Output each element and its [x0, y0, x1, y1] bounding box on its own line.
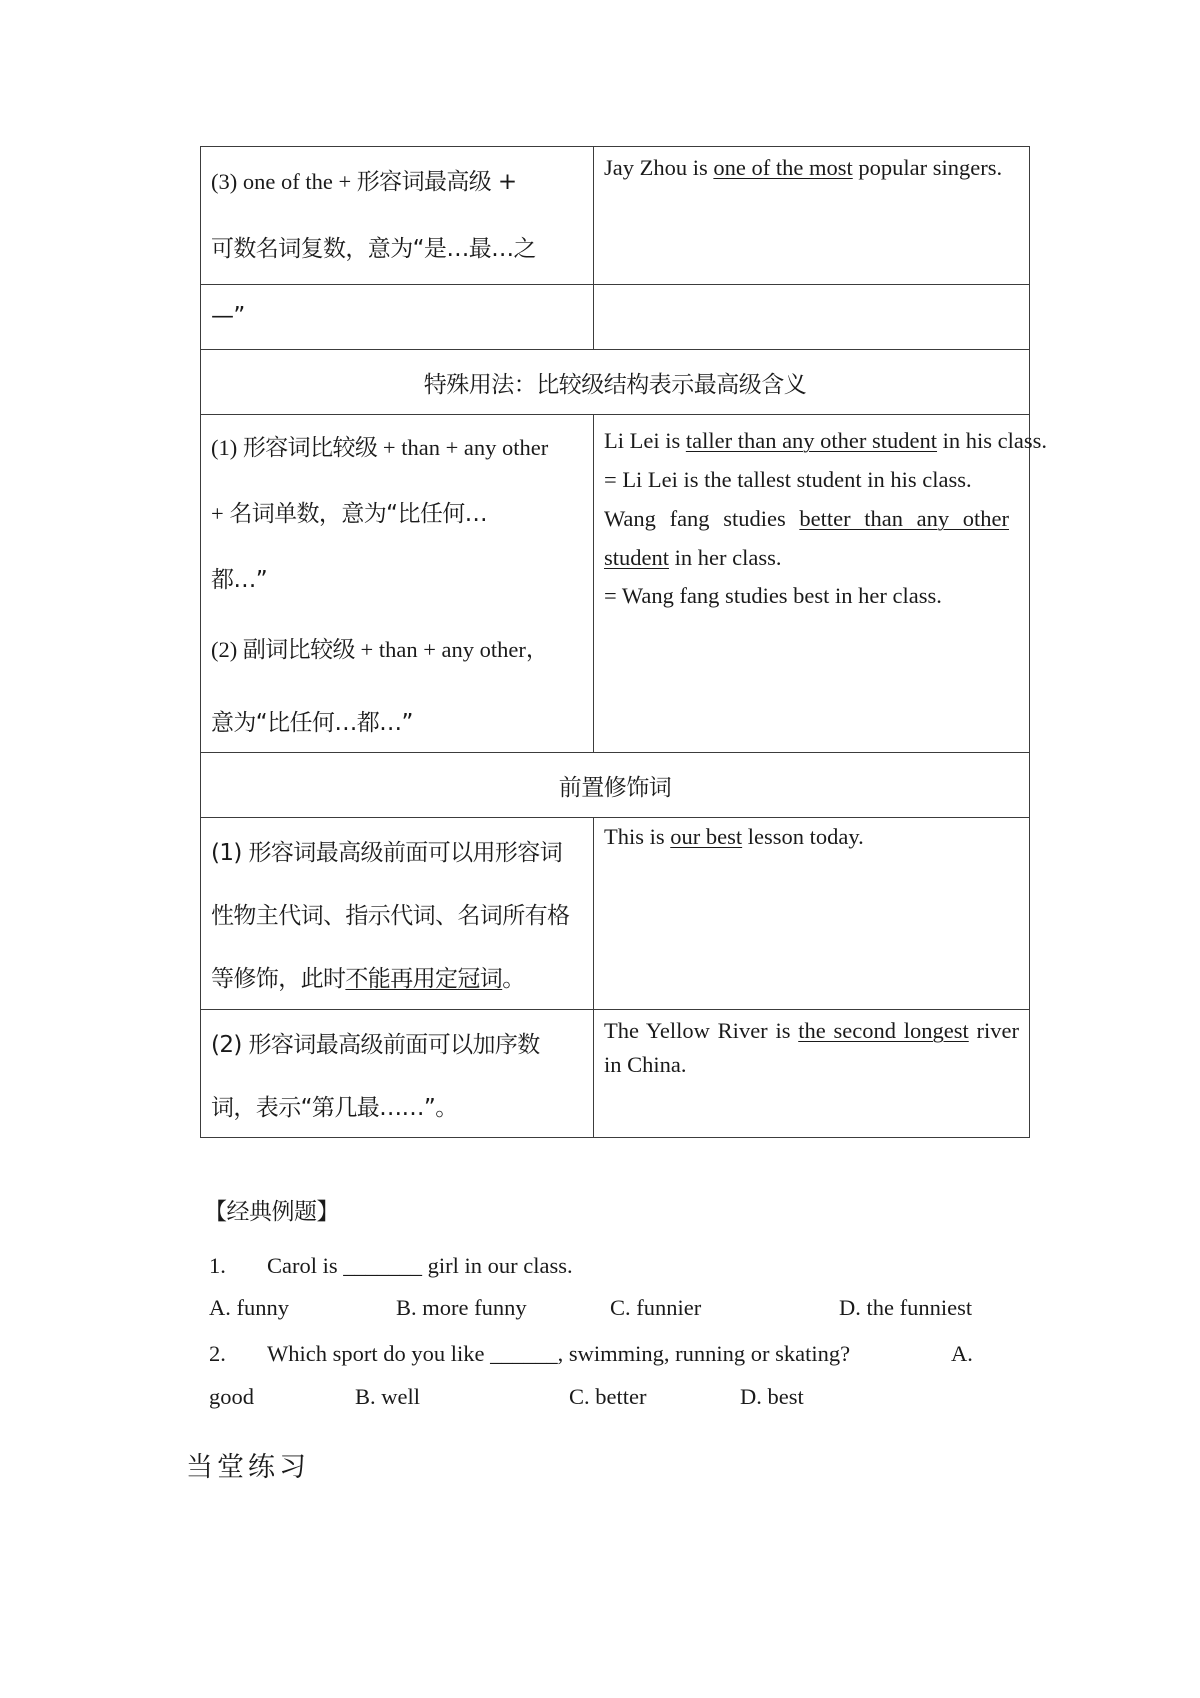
table-row: [201, 147, 1030, 285]
example-cell: The Yellow River is the second longest river in China.: [594, 1010, 1030, 1138]
option-d: D. best: [740, 1384, 804, 1409]
option-b: B. more funny: [396, 1295, 527, 1320]
table-row: [201, 753, 1030, 818]
rule-cell: (1) 形容词最高级前面可以用形容词 性物主代词、指示代词、名词所有格 等修饰，此时不能再用定冠词。: [201, 818, 594, 1010]
rule-cell: (3) one of the + 形容词最高级 + 可数名词复数，意为“是…最…之: [201, 147, 594, 285]
table-row: [201, 415, 1030, 753]
option-a-label: A.: [951, 1341, 973, 1366]
question-text: Carol is _______ girl in our class.: [267, 1253, 573, 1278]
table-row: [201, 285, 1030, 350]
section-header: 特殊用法：比较级结构表示最高级含义: [201, 350, 1030, 415]
example-cell: Li Lei is taller than any other student in his class. = Li Lei is the tallest student in his class. Wang fang studies better than any other student in her class. = Wang fang studies best in her class.: [594, 415, 1030, 753]
example-cell: This is our best lesson today.: [594, 818, 1030, 1010]
example-cell: [594, 285, 1030, 350]
option-b: B. well: [355, 1384, 420, 1409]
grammar-table: [200, 146, 1048, 1138]
option-a: A. funny: [209, 1295, 289, 1320]
option-a-text: good: [209, 1384, 254, 1409]
practice-title: 当堂练习: [186, 1452, 310, 1483]
example-cell: Jay Zhou is one of the most popular singers.: [594, 147, 1030, 285]
rule-cell: —”: [201, 285, 594, 350]
section-header: 前置修饰词: [201, 753, 1030, 818]
question-number: 1.: [209, 1253, 226, 1278]
option-d: D. the funniest: [839, 1295, 973, 1320]
option-c: C. funnier: [610, 1295, 702, 1320]
table-row: [201, 1010, 1030, 1138]
table-row: [201, 818, 1030, 1010]
question-number: 2.: [209, 1341, 226, 1366]
question-text: Which sport do you like ______, swimming, running or skating?: [267, 1341, 851, 1366]
option-c: C. better: [569, 1384, 647, 1409]
examples-title: 【经典例题】: [204, 1199, 339, 1225]
rule-cell: (2) 形容词最高级前面可以加序数 词，表示“第几最……”。: [201, 1010, 594, 1138]
table-row: [201, 350, 1030, 415]
rule-cell: (1) 形容词比较级 + than + any other + 名词单数，意为“比任何… 都…” (2) 副词比较级 + than + any other， 意为“比任何…都…”: [201, 415, 594, 753]
